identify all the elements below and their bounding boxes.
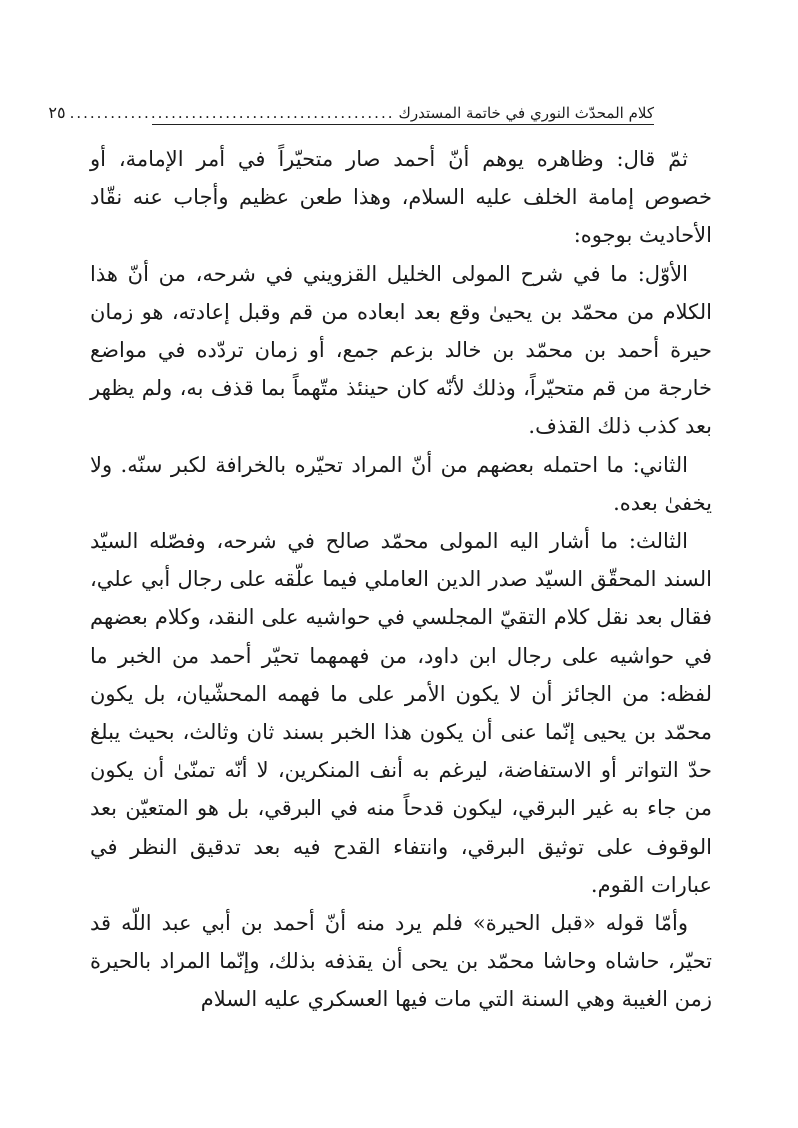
paragraph-first-answer: الأوّل: ما في شرح المولى الخليل القزويني في شرحه، من أنّ هذا الكلام من محمّد بن يحيىٰ وقع بعد ابعاده من قم وقبل إعادته، هو زمان حيرة أحمد بن محمّد بن خالد بزعم جمع، أو زمان تردّده في مواضع خارجة من قم متحيّراً، وذلك لأنّه كان حينئذ متّهماً بما قذف به، ولم يظهر بعد كذب ذلك القذف. bbox=[90, 261, 712, 439]
page-number: ٢٥ bbox=[48, 103, 66, 122]
paragraph-second-answer: الثاني: ما احتمله بعضهم من أنّ المراد تحيّره بالخرافة لكبر سنّه. ولا يخفىٰ بعده. bbox=[90, 452, 712, 515]
body-text bbox=[90, 140, 712, 1019]
header-title: كلام المحدّث النوري في خاتمة المستدرك bbox=[398, 104, 654, 122]
running-header bbox=[48, 96, 654, 122]
header-dot-leader: ................................................ bbox=[69, 104, 395, 122]
paragraph-hayra-meaning: وأمّا قوله «قبل الحيرة» فلم يرد منه أنّ أحمد بن أبي عبد اللّه قد تحيّر، حاشاه وحاشا محمّد بن يحى أن يقذفه بذلك، وإنّما المراد بالحيرة زمن الغيبة وهي السنة التي مات فيها العسكري عليه السلام bbox=[90, 911, 712, 1012]
paragraph-third-answer: الثالث: ما أشار اليه المولى محمّد صالح في شرحه، وفصّله السيّد السند المحقّق السيّد صدر الدين العاملي فيما علّقه على رجال أبي علي، فقال بعد نقل كلام التقيّ المجلسي في حواشيه على النقد، وكلام بعضهم في حواشيه على رجال ابن داود، من فهمهما تحيّر أحمد من الخبر ما لفظه: من الجائز أن لا يكون الأمر على ما فهمه المحشّيان، بل يكون محمّد بن يحيى إنّما عنى أن يكون هذا الخبر بسند ثان وثالث، بحيث يبلغ حدّ التواتر أو الاستفاضة، ليرغم به أنف المنكرين، لا أنّه تمنّىٰ أن يكون من جاء به غير البرقي، ليكون قدحاً منه في البرقي، بل هو المتعيّن بعد الوقوف على توثيق البرقي، وانتفاء القدح فيه بعد تدقيق النظر في عبارات القوم. bbox=[90, 529, 712, 897]
header-rule bbox=[152, 124, 654, 125]
paragraph-intro: ثمّ قال: وظاهره يوهم أنّ أحمد صار متحيّراً في أمر الإمامة، أو خصوص إمامة الخلف عليه السلام، وهذا طعن عظيم وأجاب عنه نقّاد الأحاديث بوجوه: bbox=[90, 147, 712, 248]
